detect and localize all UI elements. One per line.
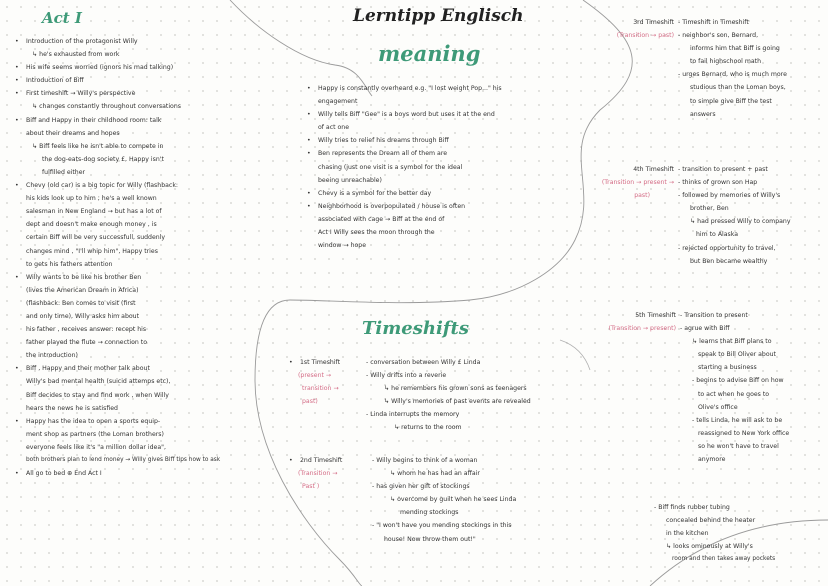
ts3-notes [678, 16, 826, 121]
note-line: answers [690, 110, 716, 118]
note-line: room and then takes away pockets [672, 556, 776, 563]
note-line: starting a business [698, 364, 757, 372]
note-line: to act when he goes to [698, 390, 770, 398]
note-line: and only time), Willy asks him about [26, 312, 140, 320]
note-line: speak to Bill Oliver about [698, 351, 776, 359]
note-line: window → hope [318, 242, 367, 250]
note-line: ↳ changes constantly throughout conversations [32, 103, 181, 111]
act1-notes [14, 35, 254, 480]
ts2-label: • 2nd Timeshift (Transition → Past ) [288, 454, 372, 493]
note-line: the dog-eats-dog society £, Happy isn't [42, 155, 164, 163]
ts4-notes [678, 163, 826, 268]
note-line: • Chevy (old car) is a big topic for Willy (flashback: [14, 179, 254, 192]
tail-notes [654, 501, 826, 566]
note-line: • Happy is constantly overheard e.g. "I lost weight Pop..." his [306, 82, 576, 95]
note-line: Willy's bad mental health (suicid attemps etc), [26, 378, 171, 386]
note-line: - Timeshift in Timeshift [678, 19, 749, 26]
ts2-notes [372, 454, 602, 546]
note-line: - has given her gift of stockings [372, 483, 470, 491]
note-line: everyone feels like it's "a million dollar idea", [26, 443, 166, 451]
note-line: - conversation between Willy £ Linda [366, 359, 481, 366]
note-line: (lives the American Dream in Africa) [26, 286, 139, 294]
note-line: - "I won't have you mending stockings in this [372, 522, 512, 530]
ts5-label: 5th Timeshift (Transition → present) [608, 312, 676, 333]
note-line: dept and doesn't make enough money , is [26, 221, 157, 229]
note-line: - begins to advise Biff on how [692, 377, 784, 385]
note-line: • Introduction of Biff [14, 74, 254, 87]
note-line: • Willy tells Biff "Gee" is a boys word but uses it at the end [306, 108, 576, 121]
note-line: ↳ had pressed Willy to company [690, 218, 791, 226]
page-title: Lerntipp Englisch [353, 6, 524, 26]
note-line: of act one [318, 124, 350, 132]
note-line: engagement [318, 98, 358, 106]
note-line: to fail highschool math [690, 58, 762, 66]
note-line: to gets his fathers attention [26, 260, 113, 268]
note-line: associated with cage → Biff at the end of [318, 215, 445, 223]
note-line: studious than the Loman boys, [690, 84, 786, 92]
note-line: - thinks of grown son Hap [678, 179, 758, 187]
note-line: reassigned to New York office [698, 429, 790, 437]
note-line: - transition to present + past [678, 166, 768, 173]
note-line: - Willy begins to think of a woman [372, 457, 478, 464]
note-line: ↳ he remembers his grown sons as teenagers [384, 385, 527, 393]
note-line: ↳ Willy's memories of past events are revealed [384, 398, 531, 406]
note-line: mending stockings [400, 509, 459, 517]
note-line: fulfilled either [42, 168, 86, 176]
note-line: father played the flute → connection to [26, 339, 147, 347]
note-line: • Ben represents the Dream all of them are [306, 147, 576, 160]
meaning-heading: meaning [378, 41, 481, 66]
note-line: house! Now throw them out!" [384, 535, 476, 543]
ts1-label: • 1st Timeshift (present → transition → past) [288, 356, 372, 408]
note-line: Act I Willy sees the moon through the [318, 229, 435, 237]
note-line: him to Alaska [696, 231, 739, 239]
note-line: beeing unreachable) [318, 176, 382, 184]
note-line: about their dreams and hopes [26, 129, 120, 137]
note-line: • Willy tries to relief his dreams through Biff [306, 134, 576, 147]
note-line: - Biff finds rubber tubing [654, 504, 730, 511]
note-line: • His wife seems worried (ignors his mad talking) [14, 61, 254, 74]
ts5-notes [680, 309, 826, 466]
note-line: anymore [698, 456, 726, 464]
ts4-label: 4th Timeshift (Transition → present → past) [601, 166, 674, 200]
note-line: informs him that Biff is going [690, 45, 780, 53]
note-line: • Introduction of the protagonist Willy [14, 35, 254, 48]
note-line: ↳ he's exhausted from work [32, 51, 120, 59]
note-line: - Linda interrupts the memory [366, 411, 460, 419]
note-line: concealed behind the heater [666, 517, 756, 525]
note-line: • Neighborhood is overpopulated / house is often [306, 200, 576, 213]
ts1-notes [366, 356, 596, 435]
note-line: his father , receives answer: recept his [26, 326, 147, 334]
note-line: - Willy drifts into a reverie [366, 372, 447, 380]
note-line: to simple give Biff the test [690, 97, 772, 105]
note-line: both brothers plan to lend money → Willy gives Biff tips how to ask [26, 457, 221, 463]
note-line: Biff decides to stay and find work , when Willy [26, 391, 169, 399]
note-line: - agrue with Biff [680, 325, 730, 333]
note-line: Olive's office [698, 403, 738, 411]
note-line: • Happy has the idea to open a sports equip- [14, 415, 254, 428]
note-line: ↳ overcome by guilt when he sees Linda [390, 496, 517, 504]
note-line: • Biff , Happy and their mother talk about [14, 362, 254, 375]
note-line: • Willy wants to be like his brother Ben [14, 271, 254, 284]
ts3-label: 3rd Timeshift (Transition → past) [616, 19, 674, 40]
note-line: hears the news he is satisfied [26, 404, 118, 412]
note-line: • First timeshift → Willy's perspective [14, 87, 254, 100]
act1-heading: Act I [42, 9, 82, 27]
note-line: ↳ Biff feels like he isn't able to compete in [32, 142, 164, 150]
note-line: - urges Bernard, who is much more [678, 71, 787, 79]
note-line: brother, Ben [690, 205, 729, 213]
note-line: - followed by memories of Willy's [678, 192, 781, 200]
note-line: - Transition to present [680, 312, 748, 319]
timeshifts-heading: Timeshifts [362, 318, 469, 339]
note-line: but Ben became wealthy [690, 257, 768, 265]
note-line: salesman in New England → but has a lot of [26, 208, 162, 216]
meaning-notes [306, 82, 576, 252]
note-line: chasing (just one visit is a symbol for the ideal [318, 163, 463, 171]
note-line: his kids look up to him ; he's a well known [26, 195, 157, 203]
note-line: - neighbor's son, Bernard, [678, 32, 759, 40]
note-line: • Biff and Happy in their childhood room: talk [14, 114, 254, 127]
note-line: ↳ looks ominously at Willy's [666, 543, 753, 551]
note-line: ↳ whom he has had an affair [390, 470, 480, 478]
note-line: changes mind , "I'll whip him", Happy tries [26, 247, 158, 255]
note-line: the introduction) [26, 352, 78, 360]
note-line: ment shop as partners (the Loman brothers) [26, 430, 164, 438]
note-line: ↳ returns to the room [394, 424, 462, 432]
note-line: - rejected opportunity to travel, [678, 244, 776, 252]
note-line: ↳ learns that Biff plans to [692, 338, 772, 346]
note-line: in the kitchen [666, 530, 709, 538]
note-line: • All go to bed ⊕ End Act I [14, 467, 254, 480]
note-line: (flashback: Ben comes to visit (first [26, 299, 136, 307]
note-line: certain Biff will be very successfull, suddenly [26, 234, 166, 242]
note-line: - tells Linda, he will ask to be [692, 416, 783, 424]
note-line: so he won't have to travel [698, 442, 779, 450]
note-line: • Chevy is a symbol for the better day [306, 187, 576, 200]
